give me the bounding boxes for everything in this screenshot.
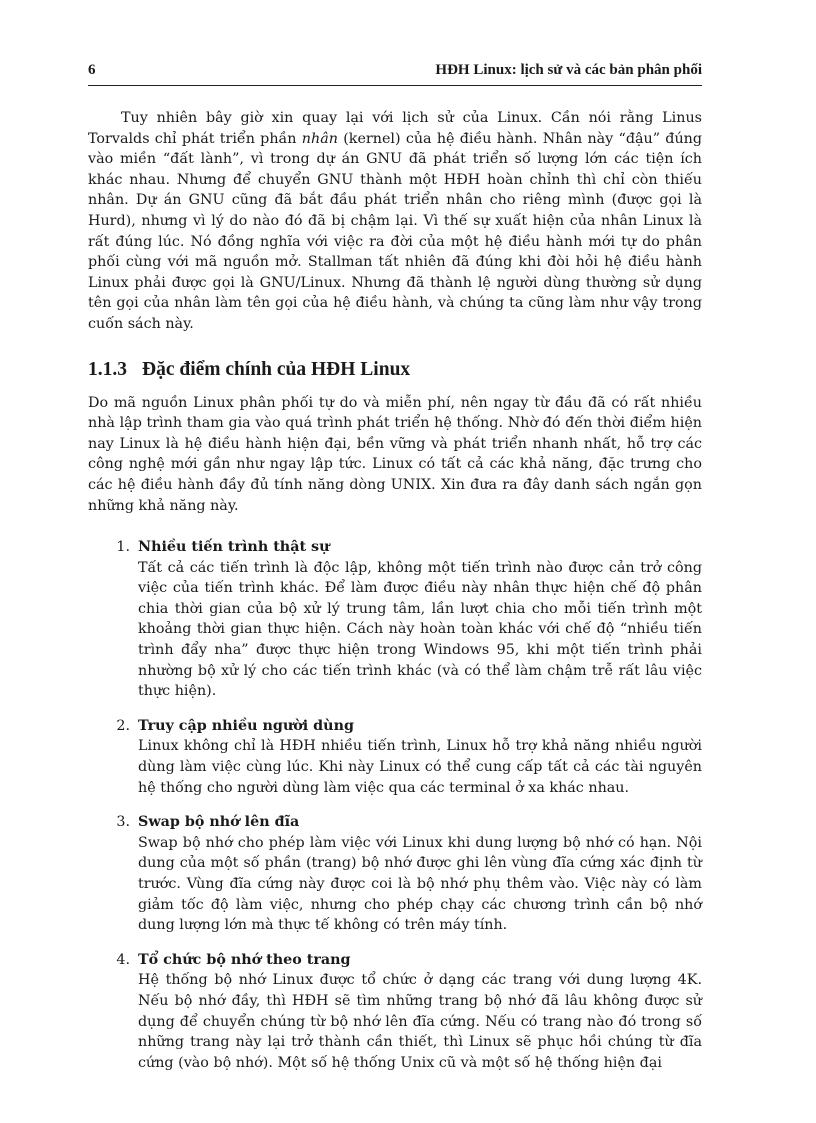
list-item-title: Tổ chức bộ nhớ theo trang	[138, 951, 351, 968]
list-item-title: Swap bộ nhớ lên đĩa	[138, 814, 300, 831]
running-title: HĐH Linux: lịch sử và các bản phân phối	[435, 62, 702, 78]
list-item-number: 1.	[116, 539, 130, 556]
list-item-text: Swap bộ nhớ cho phép làm việc với Linux khi dung lượng bộ nhớ có hạn. Nội dung của một số phần (trang) bộ nhớ được ghi lên vùng đĩa cứng xác định từ trước. Vùng đĩa cứng này được coi là bộ nhớ phụ thêm vào. Việc này có làm giảm tốc độ làm việc, nhưng cho phép chạy các chương trình cần bộ nhớ dung lượng lớn mà thực tế không có trên máy tính.	[138, 834, 702, 934]
list-item-content	[138, 950, 702, 1074]
list-item-number: 2.	[116, 717, 130, 734]
list-item-text: Hệ thống bộ nhớ Linux được tổ chức ở dạng các trang với dung lượng 4K. Nếu bộ nhớ đầy, thì HĐH sẽ tìm những trang bộ nhớ đã lâu không được sử dụng để chuyển chúng từ bộ nhớ lên đĩa cứng. Nếu có trang nào đó trong số những trang này lại trở thành cần thiết, thì Linux sẽ phục hồi chúng từ đĩa cứng (vào bộ nhớ). Một số hệ thống Unix cũ và một số hệ thống hiện đại	[138, 972, 702, 1071]
feature-list	[88, 537, 702, 1073]
list-item	[88, 950, 702, 1074]
section-number: 1.1.3	[88, 358, 127, 380]
list-item-title: Truy cập nhiều người dùng	[138, 717, 354, 734]
list-item-title: Nhiều tiến trình thật sự	[138, 539, 330, 556]
list-item-content	[138, 537, 702, 702]
list-item-number: 4.	[116, 951, 130, 968]
book-page	[88, 62, 702, 1087]
page-number: 6	[88, 62, 96, 78]
list-item	[88, 716, 702, 798]
running-header	[88, 62, 702, 86]
list-item	[88, 537, 702, 702]
list-item-content	[138, 812, 702, 936]
intro-text-start: Tuy nhiên bây giờ xin quay lại với lịch sử của Linux. Cần nói rằng Linus Torvalds chỉ phát triển phần	[88, 110, 702, 147]
list-item	[88, 812, 702, 936]
list-item-text: Linux không chỉ là HĐH nhiều tiến trình, Linux hỗ trợ khả năng nhiều người dùng làm việc cùng lúc. Khi này Linux có thể cung cấp tất cả các tài nguyên hệ thống cho người dùng làm việc qua các terminal ở xa khác nhau.	[138, 738, 702, 796]
section-heading	[88, 359, 702, 381]
intro-italic-term: nhân	[301, 130, 338, 147]
list-item-text: Tất cả các tiến trình là độc lập, không một tiến trình nào được cản trở công việc của tiến trình khác. Để làm được điều này nhân thực hiện chế độ phân chia thời gian của bộ xử lý trung tâm, lần lượt chia cho mỗi tiến trình một khoảng thời gian thực hiện. Cách này hoàn toàn khác với chế độ “nhiều tiến trình đẩy nha” được thực hiện trong Windows 95, khi một tiến trình phải nhường bộ xử lý cho các tiến trình khác (và có thể làm chậm trễ rất lâu việc thực hiện).	[138, 559, 702, 700]
list-item-number: 3.	[116, 814, 130, 831]
section-intro-paragraph: Do mã nguồn Linux phân phối tự do và miễn phí, nên ngay từ đầu đã có rất nhiều nhà lập trình tham gia vào quá trình phát triển hệ thống. Nhờ đó đến thời điểm hiện nay Linux là hệ điều hành hiện đại, bền vững và phát triển nhanh nhất, hỗ trợ các công nghệ mới gần như ngay lập tức. Linux có tất cả các khả năng, đặc trưng cho các hệ điều hành đầy đủ tính năng dòng UNIX. Xin đưa ra đây danh sách ngắn gọn những khả năng này.	[88, 394, 702, 514]
intro-text-end: (kernel) của hệ điều hành. Nhân này “đậu” đúng vào miền “đất lành”, vì trong dự án GNU đã phát triển số lượng lớn các tiện ích khác nhau. Nhưng để chuyển GNU thành một HĐH hoàn chỉnh thì chỉ còn thiếu nhân. Dự án GNU cũng đã bắt đầu phát triển nhân cho riêng mình (được gọi là Hurd), nhưng vì lý do nào đó đã bị chậm lại. Vì thế sự xuất hiện của nhân Linux là rất đúng lúc. Nó đồng nghĩa với việc ra đời của một hệ điều hành mới tự do phân phối cùng với mã nguồn mở. Stallman tất nhiên đã đúng khi đòi hỏi hệ điều hành Linux phải được gọi là GNU/Linux. Nhưng đã thành lệ người dùng thường sử dụng tên gọi của nhân làm tên gọi của hệ điều hành, và chúng ta cũng làm như vậy trong cuốn sách này.	[88, 130, 703, 332]
intro-paragraph	[88, 108, 702, 335]
section-title: Đặc điểm chính của HĐH Linux	[142, 358, 411, 380]
list-item-content	[138, 716, 702, 798]
